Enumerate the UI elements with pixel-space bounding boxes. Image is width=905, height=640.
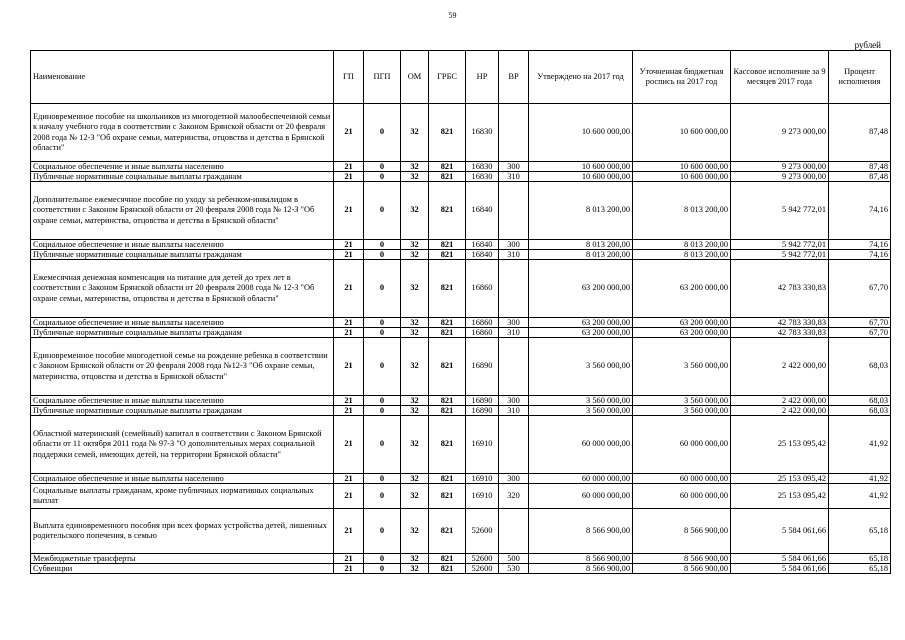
row-approved: 8 013 200,00 [529, 240, 633, 250]
row-nr: 16890 [466, 406, 499, 416]
row-percent: 65,18 [829, 509, 891, 554]
row-cash: 2 422 000,00 [731, 338, 829, 396]
row-approved: 10 600 000,00 [529, 104, 633, 162]
header-pgp: ПГП [364, 51, 401, 104]
row-om: 32 [401, 328, 429, 338]
row-gp: 21 [334, 564, 364, 574]
row-name: Межбюджетные трансферты [31, 554, 334, 564]
row-nr: 16910 [466, 484, 499, 509]
row-percent: 87,48 [829, 162, 891, 172]
row-vr [499, 182, 529, 240]
row-name: Социальное обеспечение и иные выплаты населению [31, 396, 334, 406]
table-row [31, 564, 891, 574]
row-cash: 2 422 000,00 [731, 406, 829, 416]
row-om: 32 [401, 338, 429, 396]
row-refined: 3 560 000,00 [633, 338, 731, 396]
row-gp: 21 [334, 328, 364, 338]
row-percent: 65,18 [829, 554, 891, 564]
row-gp: 21 [334, 484, 364, 509]
table-row [31, 260, 891, 318]
row-pgp: 0 [364, 396, 401, 406]
row-gp: 21 [334, 182, 364, 240]
row-gp: 21 [334, 250, 364, 260]
row-refined: 60 000 000,00 [633, 474, 731, 484]
table-row [31, 162, 891, 172]
row-om: 32 [401, 172, 429, 182]
row-pgp: 0 [364, 104, 401, 162]
row-refined: 8 013 200,00 [633, 250, 731, 260]
row-vr: 300 [499, 162, 529, 172]
header-refined: Уточненная бюджетная роспись на 2017 год [633, 51, 731, 104]
table-header-row [31, 51, 891, 104]
row-gp: 21 [334, 406, 364, 416]
row-cash: 25 153 095,42 [731, 474, 829, 484]
row-cash: 5 584 061,66 [731, 509, 829, 554]
row-pgp: 0 [364, 250, 401, 260]
row-approved: 3 560 000,00 [529, 338, 633, 396]
page-number: 59 [448, 11, 457, 20]
row-gp: 21 [334, 162, 364, 172]
row-name: Областной материнский (семейный) капитал в соответствии с Законом Брянской области от 11 октября 2011 года № 97-З "О дополнительных мерах социальной поддержки семей, имеющих детей, на территории Брянской области" [31, 416, 334, 474]
row-om: 32 [401, 250, 429, 260]
row-grbs: 821 [429, 182, 466, 240]
row-pgp: 0 [364, 564, 401, 574]
row-approved: 8 566 900,00 [529, 509, 633, 554]
row-refined: 8 566 900,00 [633, 564, 731, 574]
row-percent: 41,92 [829, 484, 891, 509]
row-nr: 16910 [466, 474, 499, 484]
row-grbs: 821 [429, 564, 466, 574]
row-percent: 87,48 [829, 172, 891, 182]
row-refined: 8 013 200,00 [633, 240, 731, 250]
table-row [31, 328, 891, 338]
table-body [31, 104, 891, 574]
header-name: Наименование [31, 51, 334, 104]
row-percent: 67,70 [829, 260, 891, 318]
row-approved: 3 560 000,00 [529, 396, 633, 406]
row-refined: 8 566 900,00 [633, 554, 731, 564]
row-cash: 9 273 000,00 [731, 162, 829, 172]
row-pgp: 0 [364, 474, 401, 484]
row-grbs: 821 [429, 162, 466, 172]
table-row [31, 474, 891, 484]
row-om: 32 [401, 509, 429, 554]
row-name: Ежемесячная денежная компенсация на питание для детей до трех лет в соответствии с Законом Брянской области от 20 февраля 2008 года № 12-З "Об охране семьи, материнства, отцовства и детства в Брянской области" [31, 260, 334, 318]
unit-label: рублей [854, 40, 881, 50]
header-gp: ГП [334, 51, 364, 104]
row-vr: 500 [499, 554, 529, 564]
header-percent: Процент исполнения [829, 51, 891, 104]
row-gp: 21 [334, 554, 364, 564]
table-row [31, 240, 891, 250]
table-row [31, 406, 891, 416]
row-vr [499, 338, 529, 396]
row-percent: 67,70 [829, 318, 891, 328]
row-grbs: 821 [429, 250, 466, 260]
row-om: 32 [401, 416, 429, 474]
row-pgp: 0 [364, 509, 401, 554]
table-row [31, 318, 891, 328]
row-gp: 21 [334, 474, 364, 484]
table-row [31, 182, 891, 240]
row-approved: 60 000 000,00 [529, 474, 633, 484]
row-approved: 8 566 900,00 [529, 554, 633, 564]
row-gp: 21 [334, 260, 364, 318]
row-refined: 8 013 200,00 [633, 182, 731, 240]
row-percent: 74,16 [829, 182, 891, 240]
row-refined: 10 600 000,00 [633, 104, 731, 162]
row-om: 32 [401, 240, 429, 250]
row-gp: 21 [334, 172, 364, 182]
row-name: Единовременное пособие на школьников из многодетной малообеспеченной семьи к началу учебного года в соответствии с Законом Брянской области от 20 февраля 2008 года № 12-З "Об охране семьи, материнства, отцовства и детства в Брянской области" [31, 104, 334, 162]
row-nr: 16890 [466, 338, 499, 396]
row-refined: 60 000 000,00 [633, 416, 731, 474]
row-nr: 16840 [466, 250, 499, 260]
row-nr: 16830 [466, 104, 499, 162]
row-percent: 87,48 [829, 104, 891, 162]
row-nr: 16890 [466, 396, 499, 406]
row-om: 32 [401, 564, 429, 574]
row-om: 32 [401, 396, 429, 406]
row-pgp: 0 [364, 240, 401, 250]
row-name: Выплата единовременного пособия при всех формах устройства детей, лишенных родительского попечения, в семью [31, 509, 334, 554]
row-nr: 16830 [466, 172, 499, 182]
row-refined: 60 000 000,00 [633, 484, 731, 509]
table-row [31, 509, 891, 554]
row-percent: 41,92 [829, 474, 891, 484]
row-percent: 67,70 [829, 328, 891, 338]
table-row [31, 484, 891, 509]
row-approved: 10 600 000,00 [529, 172, 633, 182]
row-approved: 60 000 000,00 [529, 416, 633, 474]
row-vr: 300 [499, 240, 529, 250]
row-approved: 10 600 000,00 [529, 162, 633, 172]
row-cash: 2 422 000,00 [731, 396, 829, 406]
row-name: Единовременное пособие многодетной семье на рождение ребенка в соответствии с Законом Брянской области от 20 февраля 2008 года №12-З "Об охране семьи, материнства, отцовства и детства в Брянской области" [31, 338, 334, 396]
row-nr: 16860 [466, 318, 499, 328]
row-om: 32 [401, 182, 429, 240]
row-refined: 8 566 900,00 [633, 509, 731, 554]
row-refined: 3 560 000,00 [633, 406, 731, 416]
row-vr: 310 [499, 172, 529, 182]
table-row [31, 250, 891, 260]
row-pgp: 0 [364, 182, 401, 240]
header-om: ОМ [401, 51, 429, 104]
row-cash: 9 273 000,00 [731, 172, 829, 182]
row-nr: 52600 [466, 564, 499, 574]
row-approved: 8 013 200,00 [529, 250, 633, 260]
row-percent: 41,92 [829, 416, 891, 474]
row-refined: 63 200 000,00 [633, 328, 731, 338]
row-vr: 310 [499, 328, 529, 338]
row-name: Социальное обеспечение и иные выплаты населению [31, 162, 334, 172]
row-cash: 42 783 330,83 [731, 328, 829, 338]
row-percent: 68,03 [829, 338, 891, 396]
row-nr: 16910 [466, 416, 499, 474]
row-name: Публичные нормативные социальные выплаты гражданам [31, 172, 334, 182]
row-approved: 3 560 000,00 [529, 406, 633, 416]
row-cash: 5 584 061,66 [731, 554, 829, 564]
row-pgp: 0 [364, 484, 401, 509]
header-cash: Кассовое исполнение за 9 месяцев 2017 года [731, 51, 829, 104]
row-grbs: 821 [429, 318, 466, 328]
row-gp: 21 [334, 396, 364, 406]
row-om: 32 [401, 162, 429, 172]
row-pgp: 0 [364, 554, 401, 564]
row-refined: 63 200 000,00 [633, 260, 731, 318]
row-grbs: 821 [429, 240, 466, 250]
row-name: Публичные нормативные социальные выплаты гражданам [31, 406, 334, 416]
row-nr: 16860 [466, 328, 499, 338]
row-approved: 63 200 000,00 [529, 318, 633, 328]
row-cash: 5 942 772,01 [731, 182, 829, 240]
row-om: 32 [401, 406, 429, 416]
row-refined: 63 200 000,00 [633, 318, 731, 328]
row-approved: 63 200 000,00 [529, 260, 633, 318]
row-percent: 68,03 [829, 406, 891, 416]
row-om: 32 [401, 484, 429, 509]
row-vr [499, 104, 529, 162]
table-row [31, 396, 891, 406]
row-grbs: 821 [429, 509, 466, 554]
table-row [31, 554, 891, 564]
row-vr: 320 [499, 484, 529, 509]
row-cash: 9 273 000,00 [731, 104, 829, 162]
table-row [31, 416, 891, 474]
row-vr: 310 [499, 406, 529, 416]
table-row [31, 104, 891, 162]
row-name: Социальное обеспечение и иные выплаты населению [31, 240, 334, 250]
row-vr [499, 416, 529, 474]
row-name: Дополнительное ежемесячное пособие по уходу за ребенком-инвалидом в соответствии с Законом Брянской области от 20 февраля 2008 года № 12-З "Об охране семьи, материнства, отцовства и детства в Брянской области" [31, 182, 334, 240]
row-om: 32 [401, 554, 429, 564]
row-gp: 21 [334, 338, 364, 396]
row-om: 32 [401, 474, 429, 484]
row-vr [499, 509, 529, 554]
row-grbs: 821 [429, 104, 466, 162]
row-gp: 21 [334, 416, 364, 474]
row-grbs: 821 [429, 474, 466, 484]
table-row [31, 172, 891, 182]
header-grbs: ГРБС [429, 51, 466, 104]
row-nr: 16860 [466, 260, 499, 318]
row-vr: 530 [499, 564, 529, 574]
row-refined: 10 600 000,00 [633, 172, 731, 182]
row-grbs: 821 [429, 260, 466, 318]
row-percent: 65,18 [829, 564, 891, 574]
row-grbs: 821 [429, 484, 466, 509]
row-approved: 8 566 900,00 [529, 564, 633, 574]
row-cash: 25 153 095,42 [731, 484, 829, 509]
row-percent: 74,16 [829, 250, 891, 260]
row-percent: 74,16 [829, 240, 891, 250]
row-name: Социальное обеспечение и иные выплаты населению [31, 474, 334, 484]
table-row [31, 338, 891, 396]
row-name: Социальное обеспечение и иные выплаты населению [31, 318, 334, 328]
row-cash: 5 584 061,66 [731, 564, 829, 574]
row-cash: 42 783 330,83 [731, 260, 829, 318]
row-cash: 5 942 772,01 [731, 240, 829, 250]
row-vr [499, 260, 529, 318]
header-vr: ВР [499, 51, 529, 104]
row-pgp: 0 [364, 416, 401, 474]
row-pgp: 0 [364, 162, 401, 172]
row-om: 32 [401, 318, 429, 328]
row-pgp: 0 [364, 328, 401, 338]
row-name: Публичные нормативные социальные выплаты гражданам [31, 250, 334, 260]
row-refined: 10 600 000,00 [633, 162, 731, 172]
row-pgp: 0 [364, 338, 401, 396]
row-grbs: 821 [429, 338, 466, 396]
row-gp: 21 [334, 509, 364, 554]
row-approved: 8 013 200,00 [529, 182, 633, 240]
row-gp: 21 [334, 318, 364, 328]
row-grbs: 821 [429, 416, 466, 474]
row-pgp: 0 [364, 406, 401, 416]
row-nr: 52600 [466, 554, 499, 564]
row-cash: 25 153 095,42 [731, 416, 829, 474]
row-grbs: 821 [429, 554, 466, 564]
row-grbs: 821 [429, 328, 466, 338]
row-vr: 300 [499, 474, 529, 484]
row-name: Публичные нормативные социальные выплаты гражданам [31, 328, 334, 338]
row-om: 32 [401, 104, 429, 162]
row-gp: 21 [334, 240, 364, 250]
row-nr: 16840 [466, 240, 499, 250]
row-approved: 60 000 000,00 [529, 484, 633, 509]
row-vr: 300 [499, 318, 529, 328]
row-percent: 68,03 [829, 396, 891, 406]
row-cash: 42 783 330,83 [731, 318, 829, 328]
row-nr: 52600 [466, 509, 499, 554]
header-approved: Утверждено на 2017 год [529, 51, 633, 104]
row-grbs: 821 [429, 406, 466, 416]
row-nr: 16830 [466, 162, 499, 172]
row-pgp: 0 [364, 260, 401, 318]
header-nr: НР [466, 51, 499, 104]
row-grbs: 821 [429, 172, 466, 182]
row-grbs: 821 [429, 396, 466, 406]
row-refined: 3 560 000,00 [633, 396, 731, 406]
row-cash: 5 942 772,01 [731, 250, 829, 260]
budget-table [30, 50, 891, 574]
row-pgp: 0 [364, 172, 401, 182]
row-name: Социальные выплаты гражданам, кроме публичных нормативных социальных выплат [31, 484, 334, 509]
row-vr: 300 [499, 396, 529, 406]
row-pgp: 0 [364, 318, 401, 328]
row-gp: 21 [334, 104, 364, 162]
row-nr: 16840 [466, 182, 499, 240]
row-name: Субвенции [31, 564, 334, 574]
row-approved: 63 200 000,00 [529, 328, 633, 338]
row-vr: 310 [499, 250, 529, 260]
row-om: 32 [401, 260, 429, 318]
